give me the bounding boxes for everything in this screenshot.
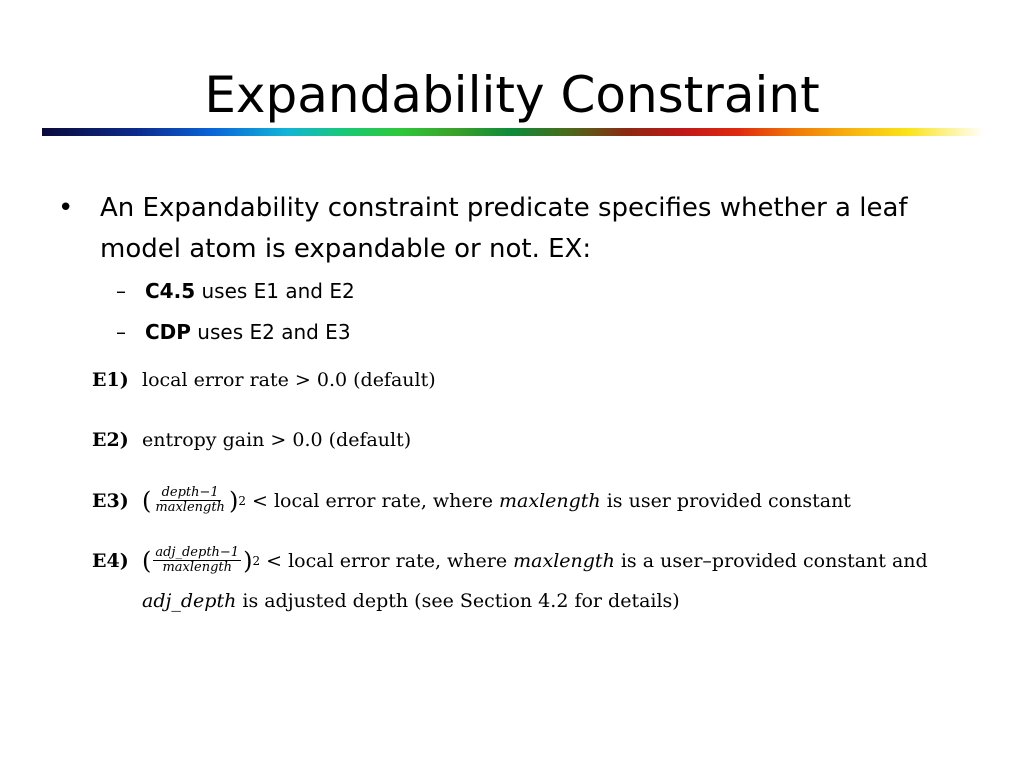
slide-title: Expandability Constraint: [204, 66, 820, 124]
sub-item-text: uses E2 and E3: [190, 320, 351, 344]
title-divider: [42, 128, 984, 136]
definition-label: E4): [92, 549, 129, 572]
bullet-item: [58, 188, 978, 270]
sub-item-bold: CDP: [145, 320, 191, 344]
definition-text: is a user–provided constant and: [614, 549, 928, 572]
definition-text: entropy gain > 0.0 (default): [142, 429, 412, 451]
definition-text: is user provided constant: [600, 489, 851, 512]
sub-item-text: uses E1 and E2: [195, 279, 355, 303]
definition-text: < local error rate, where: [245, 489, 500, 512]
bullet-symbol: •: [58, 193, 74, 223]
definition-text: local error rate > 0.0 (default): [142, 369, 436, 391]
fraction-numerator: depth−1: [161, 485, 219, 500]
sub-dash: –: [116, 279, 126, 303]
definition-label: E3): [92, 489, 129, 512]
sub-dash: –: [116, 320, 126, 344]
fraction-denominator: maxlength: [162, 560, 232, 575]
definition-variable: adj_depth: [142, 590, 237, 612]
fraction: [153, 486, 227, 515]
definition-label: E2): [92, 429, 129, 451]
sub-item-cdp: [116, 318, 351, 346]
sub-item-c45: [116, 277, 355, 305]
definition-e3: E3) ( $\frac{\text{depth−1}}{\text{maxlength}}$ ) 2 < local error rate, where maxlength is user provided constant: [92, 485, 851, 515]
definition-text: is adjusted depth (see Section 4.2 for details): [236, 590, 680, 612]
definition-e4: E4) ( $\frac{\text{adj\_depth−1}}{\text{maxlength}}$ ) 2 < local error rate, where maxlength is a user–provided constant and: [92, 545, 928, 575]
exponent: 2: [252, 553, 261, 568]
exponent: 2: [238, 493, 246, 508]
bullet-text: An Expandability constraint predicate specifies whether a leaf model atom is expandable or not. EX:: [100, 193, 908, 264]
sub-item-bold: C4.5: [145, 279, 196, 303]
definition-e2: [92, 428, 411, 452]
definition-variable: maxlength: [513, 549, 615, 572]
definition-text: < local error rate, where: [260, 549, 514, 572]
definition-e1: [92, 368, 436, 392]
fraction: [153, 546, 241, 575]
fraction-denominator: maxlength: [155, 500, 225, 515]
definition-label: E1): [92, 369, 129, 391]
definition-variable: maxlength: [499, 489, 601, 512]
definition-e4-continuation: [142, 589, 680, 613]
fraction-numerator: adj_depth−1: [155, 545, 240, 560]
